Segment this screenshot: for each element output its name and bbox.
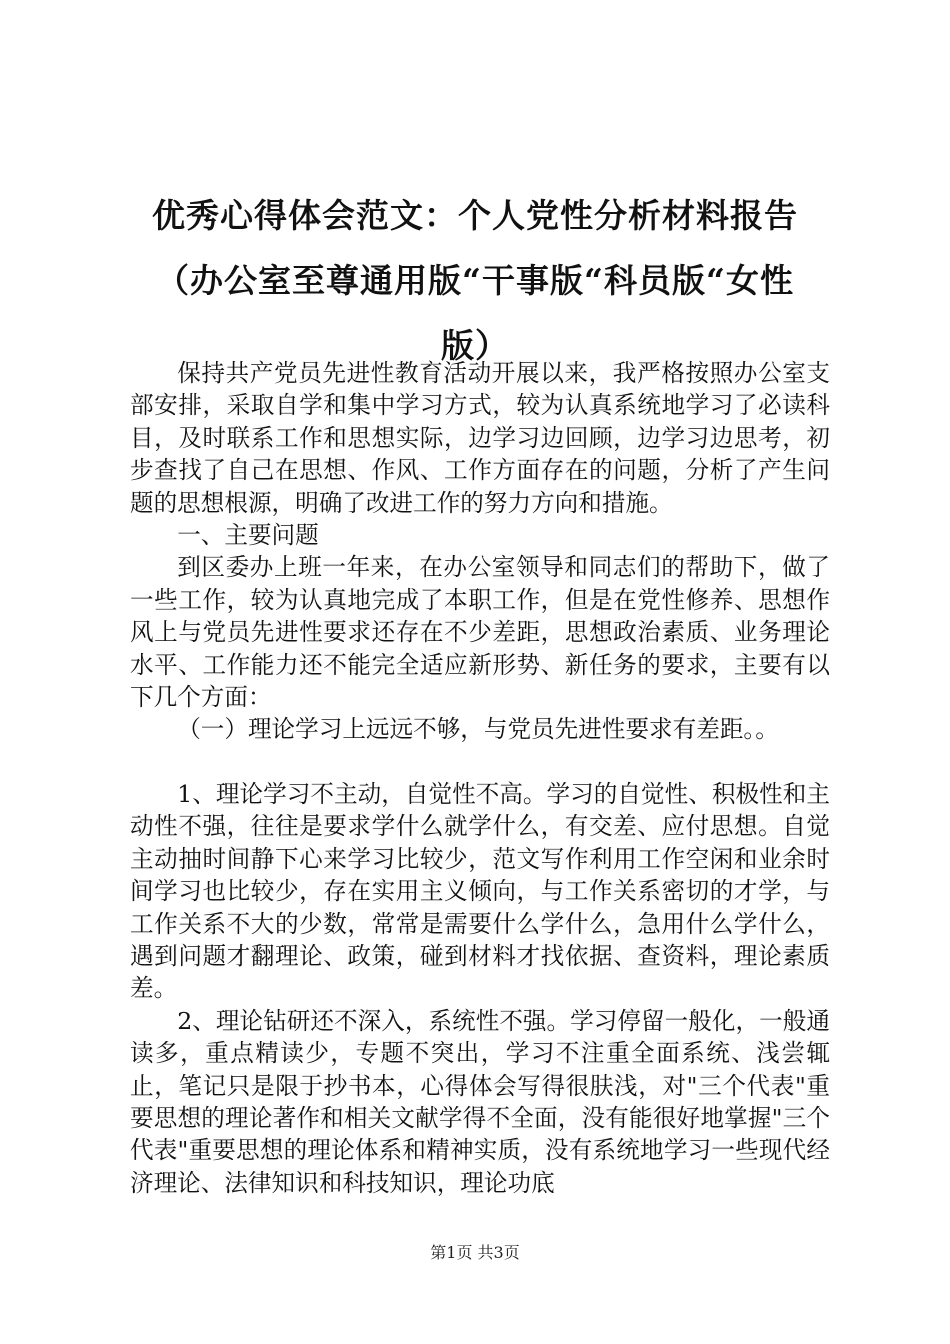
page-footer: 第1页 共3页	[430, 1243, 520, 1262]
document-body	[130, 357, 830, 1199]
paragraph: 2、理论钻研还不深入，系统性不强。学习停留一般化，一般通读多，重点精读少，专题不突出，学习不注重全面系统、浅尝辄止，笔记只是限于抄书本，心得体会写得很肤浅，对"三个代表"重要思想的理论著作和相关文献学得不全面，没有能很好地掌握"三个代表"重要思想的理论体系和精神实质，没有系统地学习一些现代经济理论、法律知识和科技知识，理论功底	[130, 1006, 830, 1197]
title-line: （办公室至尊通用版“干事版“科员版“女性	[156, 261, 794, 300]
document-title	[120, 183, 830, 378]
title-line: 优秀心得体会范文：个人党性分析材料报告	[152, 196, 798, 235]
paragraph: 1、理论学习不主动，自觉性不高。学习的自觉性、积极性和主动性不强，往往是要求学什么就学什么，有交差、应付思想。自觉主动抽时间静下心来学习比较少，范文写作利用工作空闲和业余时间学习也比较少，存在实用主义倾向，与工作关系密切的才学，与工作关系不大的少数，常常是需要什么学什么，急用什么学什么，遇到问题才翻理论、政策，碰到材料才找依据、查资料，理论素质差。	[130, 779, 830, 1003]
paragraph: 到区委办上班一年来，在办公室领导和同志们的帮助下，做了一些工作，较为认真地完成了本职工作，但是在党性修养、思想作风上与党员先进性要求还存在不少差距，思想政治素质、业务理论水平、工作能力还不能完全适应新形势、新任务的要求，主要有以下几个方面：	[130, 553, 830, 712]
title-line: 版）	[441, 326, 509, 365]
subsection-heading: （一）理论学习上远远不够，与党员先进性要求有差距。。	[177, 715, 779, 744]
section-heading: 一、主要问题	[177, 521, 319, 550]
paragraph: 保持共产党员先进性教育活动开展以来，我严格按照办公室支部安排，采取自学和集中学习方式，较为认真系统地学习了必读科目，及时联系工作和思想实际，边学习边回顾，边学习边思考，初步查找了自己在思想、作风、工作方面存在的问题，分析了产生问题的思想根源，明确了改进工作的努力方向和措施。	[130, 359, 830, 517]
